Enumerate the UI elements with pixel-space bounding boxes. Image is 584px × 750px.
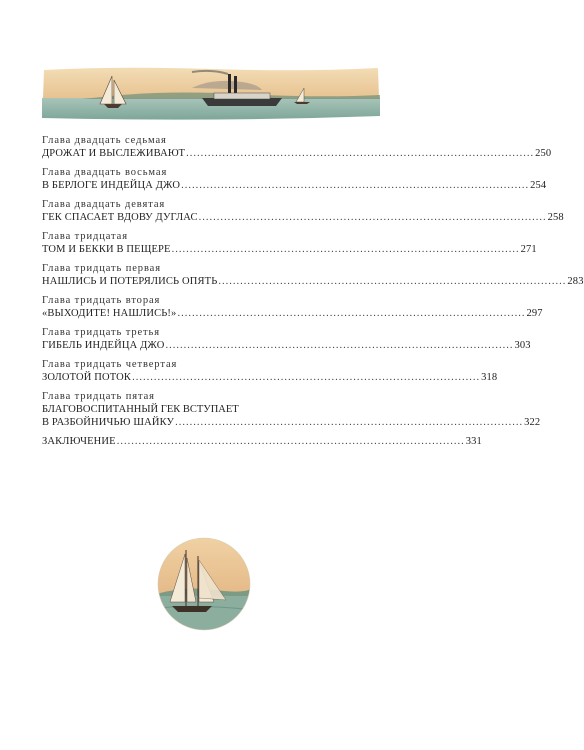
toc-entry[interactable]: Глава двадцать девятая ГЕК СПАСАЕТ ВДОВУ ДУГЛАС ................................................................................................ 258 <box>42 199 564 223</box>
page-number: 254 <box>530 180 547 191</box>
chapter-title: В БЕРЛОГЕ ИНДЕЙЦА ДЖО <box>42 180 181 191</box>
chapter-title: ТОМ И БЕККИ В ПЕЩЕРЕ <box>42 244 171 255</box>
chapter-number: Глава тридцать вторая <box>42 295 161 306</box>
toc-entry[interactable]: Глава двадцать седьмая ДРОЖАТ И ВЫСЛЕЖИВАЮТ ................................................................................................ 250 <box>42 135 552 159</box>
page-number: 250 <box>535 148 552 159</box>
chapter-title: ДРОЖАТ И ВЫСЛЕЖИВАЮТ <box>42 148 186 159</box>
page-number: 318 <box>481 372 498 383</box>
toc-entry[interactable]: Глава тридцать третья ГИБЕЛЬ ИНДЕЙЦА ДЖО ................................................................................................ 303 <box>42 327 531 351</box>
page-number: 297 <box>526 308 543 319</box>
chapter-number: Глава тридцатая <box>42 231 128 242</box>
chapter-number: Глава двадцать седьмая <box>42 135 167 146</box>
toc-entry[interactable]: Глава двадцать восьмая В БЕРЛОГЕ ИНДЕЙЦА ДЖО ................................................................................................ 254 <box>42 167 547 191</box>
chapter-number: Глава тридцать пятая <box>42 391 155 402</box>
chapter-number: Глава тридцать четвертая <box>42 359 178 370</box>
sailing-ship-vignette <box>156 536 252 632</box>
page-number: 271 <box>520 244 537 255</box>
chapter-title: «ВЫХОДИТЕ! НАШЛИСЬ!» <box>42 308 177 319</box>
page-number: 322 <box>524 417 541 428</box>
chapter-number: Глава тридцать первая <box>42 263 161 274</box>
page-number: 331 <box>465 436 482 447</box>
toc-entry[interactable]: Глава тридцать вторая «ВЫХОДИТЕ! НАШЛИСЬ!» ................................................................................................ 297 <box>42 295 543 319</box>
chapter-number: Глава тридцать третья <box>42 327 160 338</box>
page-number: 258 <box>547 212 564 223</box>
chapter-number: Глава двадцать девятая <box>42 199 166 210</box>
chapter-title: НАШЛИСЬ И ПОТЕРЯЛИСЬ ОПЯТЬ <box>42 276 218 287</box>
chapter-title: В РАЗБОЙНИЧЬЮ ШАЙКУ <box>42 417 175 428</box>
chapter-title: ГЕК СПАСАЕТ ВДОВУ ДУГЛАС <box>42 212 198 223</box>
chapter-number: Глава двадцать восьмая <box>42 167 168 178</box>
chapter-title: ЗОЛОТОЙ ПОТОК <box>42 372 132 383</box>
toc-entry[interactable]: Глава тридцатая ТОМ И БЕККИ В ПЕЩЕРЕ ................................................................................................ 271 <box>42 231 537 255</box>
table-of-contents <box>42 134 584 454</box>
page-number: 303 <box>514 340 531 351</box>
toc-entry[interactable]: ЗАКЛЮЧЕНИЕ ................................................................................................ 331 <box>42 436 482 447</box>
steamboat-river-illustration <box>42 64 380 124</box>
toc-entry[interactable]: Глава тридцать четвертая ЗОЛОТОЙ ПОТОК ................................................................................................ 318 <box>42 359 498 383</box>
toc-entry[interactable]: Глава тридцать пятая БЛАГОВОСПИТАННЫЙ ГЕК ВСТУПАЕТ В РАЗБОЙНИЧЬЮ ШАЙКУ ................................................................................................ 322 <box>42 391 541 428</box>
toc-entry[interactable]: Глава тридцать первая НАШЛИСЬ И ПОТЕРЯЛИСЬ ОПЯТЬ ................................................................................................ 283 <box>42 263 584 287</box>
page-number: 283 <box>567 276 584 287</box>
chapter-title: ГИБЕЛЬ ИНДЕЙЦА ДЖО <box>42 340 165 351</box>
conclusion-title: ЗАКЛЮЧЕНИЕ <box>42 436 116 447</box>
chapter-title-line: БЛАГОВОСПИТАННЫЙ ГЕК ВСТУПАЕТ <box>42 404 239 415</box>
